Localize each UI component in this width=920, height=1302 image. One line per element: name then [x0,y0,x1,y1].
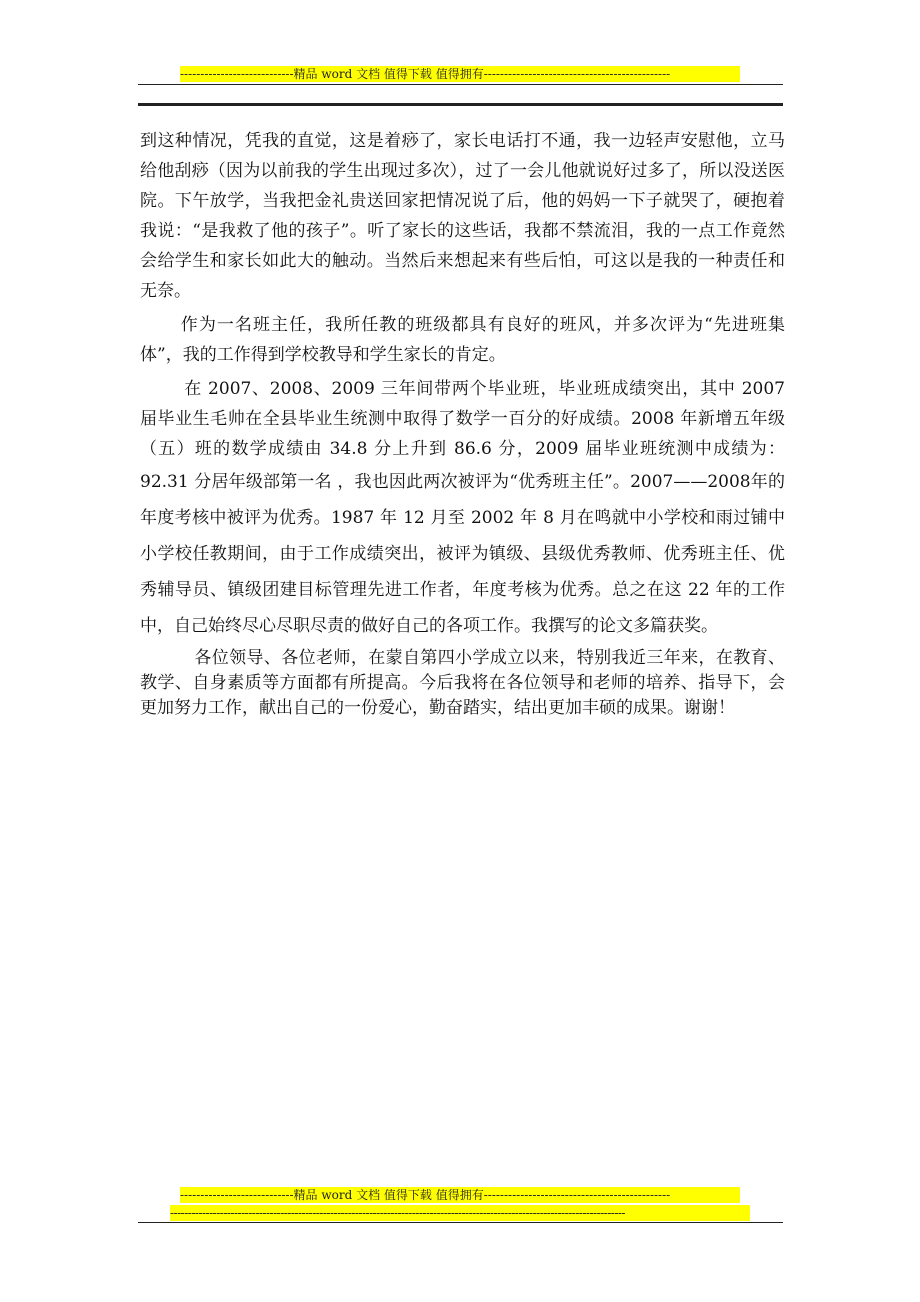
header-rule-thin [138,84,783,85]
footer-banner: ----------------------------精品 word 文档 值得下载 值得拥有---------------------------------------------- [180,1187,740,1203]
paragraph-2: 作为一名班主任，我所任教的班级都具有良好的班风，并多次评为“先进班集体”，我的工作得到学校教导和学生家长的肯定。 [140,315,785,365]
header-rule-thick [138,103,783,106]
footer-dash-line: -------------------------------------------------------------------------------------------------------------------------------- [170,1205,750,1221]
paragraph-3 [140,374,785,644]
paragraph-1: 到这种情况，凭我的直觉，这是着痧了，家长电话打不通，我一边轻声安慰他，立马给他刮痧（因为以前我的学生出现过多次），过了一会儿他就说好过多了，所以没送医院。下午放学，当我把金礼贵送回家把情况说了后，他的妈妈一下子就哭了，硬抱着我说：“是我救了他的孩子”。听了家长的这些话，我都不禁流泪，我的一点工作竟然会给学生和家长如此大的触动。当然后来想起来有些后怕，可这以是我的一种责任和无奈。 [140,131,785,301]
paragraph-3-part-a: 在 2007、2008、2009 三年间带两个毕业班，毕业班成绩突出，其中 2007 届毕业生毛帅在全县毕业生统测中取得了数学一百分的好成绩。2008 年新增五年级（五）班的数学成绩由 34.8 分上升到 86.6 分，2009 届毕业班统测中成绩为：92.31 分居年级部第一名 ，我也因此两次被评为“优秀班主任”。2007——2008 [140,379,785,492]
paragraph-3-part-b: 年的年度考核中被评为优秀。1987 年 12 月至 2002 年 8 月在鸣就中小学校和雨过铺中小学校任教期间，由于工作成绩突出，被评为镇级、县级优秀教师、优秀班主任、优秀辅导员、镇级团建目标管理先进工作者，年度考核为优秀。总之在这 22 年的工作中，自己始终尽心尽职尽责的做好自己的各项工作。我撰写的论文多篇获奖。 [140,472,785,636]
paragraph-4: 各位领导、各位老师，在蒙自第四小学成立以来，特别我近三年来，在教育、教学、自身素质等方面都有所提高。今后我将在各位领导和老师的培养、指导下，会更加努力工作，献出自己的一份爱心，勤奋踏实，结出更加丰硕的成果。谢谢！ [140,648,785,718]
footer-rule [138,1222,783,1223]
header-banner: ----------------------------精品 word 文档 值得下载 值得拥有---------------------------------------------- [180,66,740,82]
document-body [140,126,785,721]
